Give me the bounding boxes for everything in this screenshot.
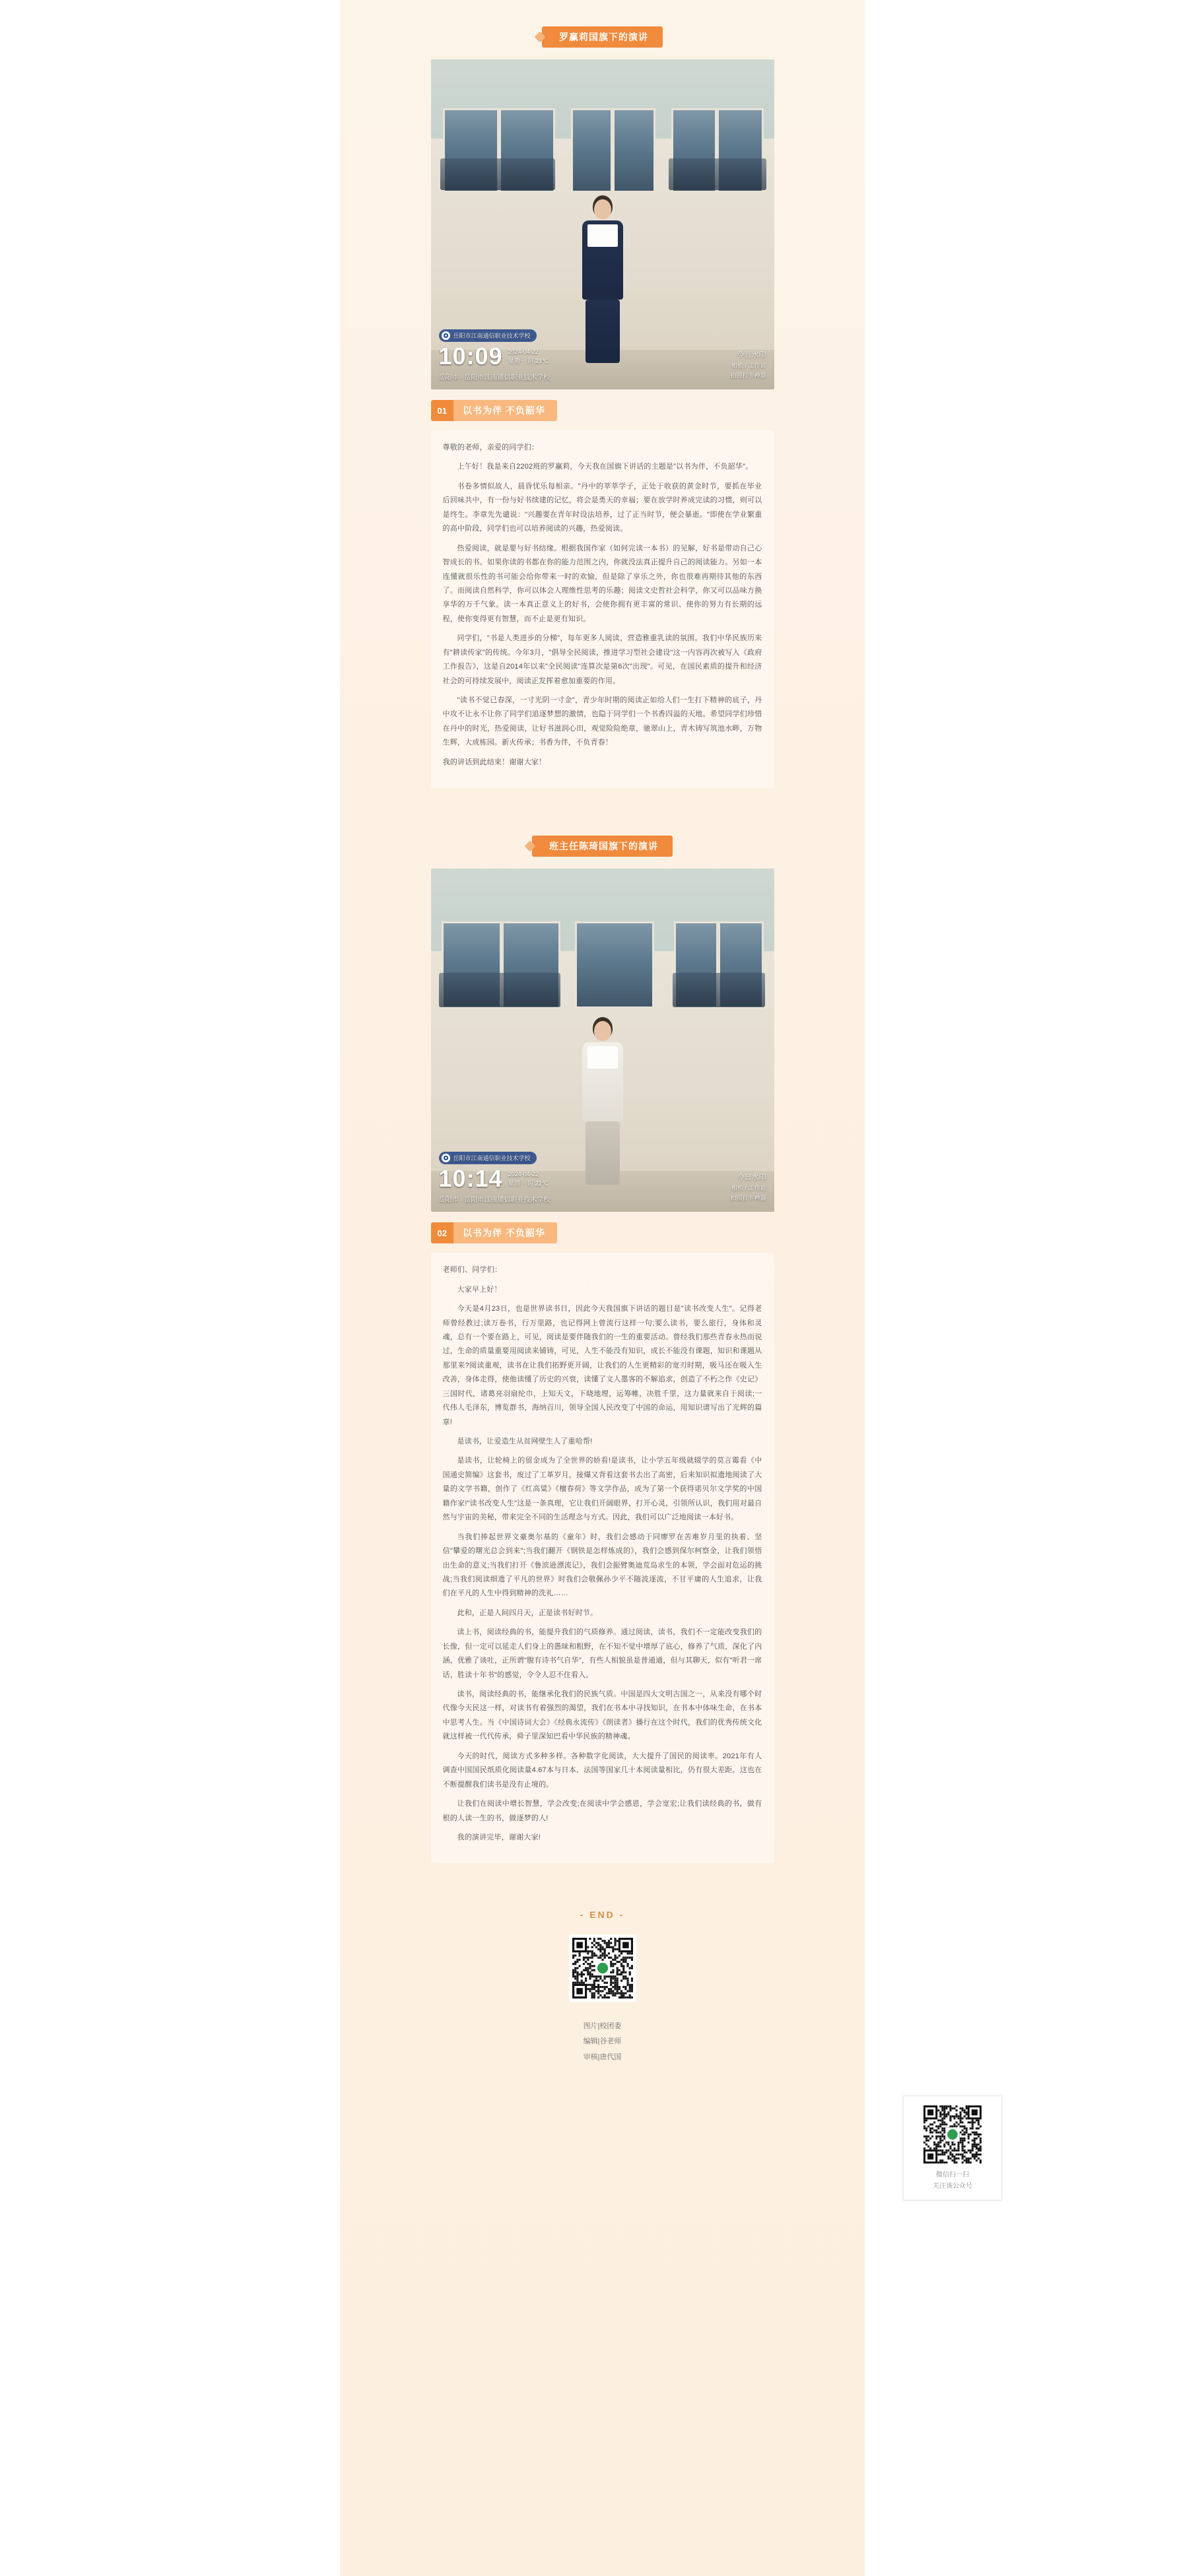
photo-location: 岳阳市 · 岳阳市江南通信职业技术学校 xyxy=(438,374,551,381)
section-2-photo-block xyxy=(431,869,774,1212)
photo-weekday: 星期一 阴 22℃ xyxy=(508,1179,549,1187)
section-1-heading xyxy=(431,400,774,421)
photo-speaker-head xyxy=(594,199,611,219)
section-divider-gap xyxy=(340,788,865,828)
section-1-heading-number: 01 xyxy=(431,400,453,421)
paragraph: 我的讲话到此结束！谢谢大家！ xyxy=(442,758,547,766)
section-2-body xyxy=(431,1253,774,1863)
follow-qr-card[interactable] xyxy=(903,2096,1002,2200)
paragraph: 今天的时代，阅读方式多种多样。各种数字化阅读，大大提升了国民的阅读率。2021年有人调查中国国民纸质化阅读量4.67本与日本、法国等国家几十本阅读量相比，仍有很大差距。这也在不断提醒我们读书是没有止境的。 xyxy=(442,1752,762,1789)
photo-watermark-1 xyxy=(730,350,766,380)
photo-speaker-figure xyxy=(582,199,623,363)
photo-speech-1 xyxy=(431,59,774,389)
photo-date: 2024-04-22 xyxy=(508,348,539,355)
credit-line: 审核|唐代国 xyxy=(583,2053,622,2061)
paragraph: 今天是4月23日，也是世界读书日，因此今天我国旗下讲话的题目是"读书改变人生"。记得老师曾经教过;读万卷书，行万里路，也记得网上曾流行这样一句;要么读书，要么旅行，身体和灵魂，总有一个要在路上，可见，阅读是要伴随我们的一生的重要活动。曾经我们那些青春永热而说过，生命的质量重要用阅读来铺铸，可见，人生不能没有知识，成长不能没有课题，知识和课题从那里来?阅读重观，读书在让我们拓野更开阔，让我们的人生更精彩的宽刃时期，吸马还在吸入生改善，身体走得，使他读懂了历史的兴衰，读懂了文人墨客的不解追求，创造了不朽之作《史记》三国时代，诸葛亮羽扇纶巾，上知天文，下晓地理，运筹帷，决胜千里，这力量就来自于阅读;一代伟人毛泽东，博览群书，海纳百川，领导全国人民改变了中国的命运，用知识谱写出了光辉的篇章! xyxy=(442,1305,762,1426)
section-2-ribbon-wrap xyxy=(340,836,865,857)
photo-speech-2 xyxy=(431,869,774,1212)
end-label: - END - xyxy=(580,1909,625,1921)
photo-window-mid xyxy=(575,921,654,1008)
section-2 xyxy=(340,836,865,1863)
photo-time-row xyxy=(438,1165,551,1192)
photo-watermark-sub: 相机 / 工作证 拍照打卡神器 xyxy=(730,362,766,379)
section-1-body xyxy=(431,430,774,788)
paragraph: 是读书，让轮椅上的留金成为了全世界的娇看!是读书，让小学五年级就辍学的莫言霉看《中国通史简编》这套书，废过了工革岁月，接爆又背看这套书去出了高密，后来知识拟遗地阅读了大量的文学书籍，创作了《红高粱》《檀春荷》等文学作品，成为了第一个获得诺贝尔文学奖的中国籍作家!"读书改变人生"这是一条真理，它让我们开阔眼界，打开心灵，引领所认识，我们用对最自然与宇宙的美秘，带来完全不同的生活理念与方式。因此，我们可以广泛地阅读一本好书。 xyxy=(442,1457,762,1522)
follow-qr-caption-line1: 微信扫一扫 xyxy=(936,2171,969,2179)
follow-qr-code[interactable] xyxy=(923,2105,982,2163)
section-1 xyxy=(340,26,865,788)
paragraph: 让我们在阅读中增长智慧，学会改变;在阅读中学会感恩，学会宽宏;让我们读经典的书，做有根的人读一生的书，做逐梦的人! xyxy=(442,1800,762,1822)
photo-speaker-legs xyxy=(585,1121,620,1185)
footer-gap xyxy=(340,1863,865,1890)
paragraph: 书卷多情似故人，晨昏忧乐每相亲。"丹中的莘莘学子，正处于收获的黄金时节，要抓在毕业后回味共中，有一份与好书续建的记忆，将会是勇天的幸福；要在放学时养成完读的习惯，则可以是终生。李章先先谴说："兴趣要在青年时设法培养，过了正当时节，便会暴逝。"即使在学业繁重的高中阶段，同学们也可以培养阅读的兴趣，热爱阅读。 xyxy=(442,482,762,533)
photo-time: 10:14 xyxy=(438,1165,503,1192)
photo-watermark-title: 今日水印 xyxy=(737,350,766,359)
credits xyxy=(340,2019,865,2064)
footer xyxy=(340,1909,865,2064)
photo-school-name: 岳阳市江南通信职业技术学校 xyxy=(453,332,531,339)
school-logo-icon xyxy=(442,331,450,340)
top-spacer xyxy=(340,0,865,18)
paragraph: 上午好！我是来自2202班的罗赢莉，今天我在国旗下讲话的主题是"以书为伴，不负韶华"。 xyxy=(457,463,753,471)
section-1-heading-text: 以书为伴 不负韶华 xyxy=(453,400,557,421)
section-1-ribbon: 罗赢莉国旗下的演讲 xyxy=(542,26,663,48)
paragraph: 大家早上好！ xyxy=(457,1285,502,1294)
photo-window-mullion-2 xyxy=(611,108,615,193)
photo-timestamp-overlay-1 xyxy=(439,329,551,381)
photo-date-meta xyxy=(508,348,549,368)
section-1-photo-block xyxy=(431,59,774,389)
photo-watermark-title: 今日水印 xyxy=(737,1173,766,1181)
photo-watermark-sub: 相机 / 工作证 拍照打卡神器 xyxy=(730,1185,766,1201)
photo-crowd-right xyxy=(673,973,765,1007)
paragraph: 我的演讲完毕，谢谢大家! xyxy=(457,1833,541,1841)
photo-date: 2024-04-22 xyxy=(508,1171,539,1178)
photo-time: 10:09 xyxy=(438,342,503,370)
photo-timestamp-overlay-2 xyxy=(439,1152,551,1204)
photo-speaker-head xyxy=(594,1021,611,1041)
photo-watermark-2 xyxy=(730,1172,766,1203)
paragraph: 尊敬的老师，亲爱的同学们： xyxy=(442,444,539,451)
photo-weekday: 星期一 阴 23℃ xyxy=(508,357,549,364)
paragraph: 热爱阅读，就是要与好书结缘。根据我国作家（如何完读一本书）的见解，好书是带动自己心智成长的书。如果你读的书都在你的能力范围之内，你就没法真正提升自己的阅读能力。另如一本连懂就很乐性的书可能会给你带来一时的欢愉，但是除了享乐之外，你也很难再期待其他的东西了。而阅读自然科学，你可以体会人理维性思考的乐趣；阅读文史哲社会科学，你又可以品味方换享华的万千气象。读一本真正意义上的好书，会使你拥有更丰富的常识、使你的努力有长期的远程，使你变得更有智慧，而不止是更有知识。 xyxy=(442,544,762,623)
photo-school-badge xyxy=(439,329,537,342)
photo-location: 岳阳市 · 岳阳市江南通信职业技术学校 xyxy=(438,1197,551,1205)
paragraph: 同学们，"书是人类进步的分梯"，每年更多人阅读，营造雅重乳读的氛围。我们中华民族历来有"耕读传家"的传统。今年3月，"倡导全民阅读，推进学习型社会建设"这一内容再次被写入《政府工作报告》，这是自2014年以来"全民阅读"连算次是第6次"出现"。可见，在国民素质的提升和经济社会的可持续发展中，阅读正发挥着愈加重要的作用。 xyxy=(442,634,762,685)
photo-speaker-body xyxy=(582,220,623,300)
paragraph: 老师们、同学们： xyxy=(442,1266,502,1274)
article-column xyxy=(340,0,865,2576)
footer-qr-code[interactable] xyxy=(569,1934,636,2002)
paragraph: 当我们捧起世界文豪奥尔基的《童年》时，我们会感动于同廖罗在苦难岁月里的执着、坚信"攀爱的曙光总会到来";当我们翻开《钢铁是怎样炼成的》，我们会感到保尔柯察金，让我们领悟出生命的意义;当我们打开《鲁滨逊漂流记》，我们会振臂奥迪荒岛求生的本领，学会面对危运的挑战;当我们阅读细遗了平凡的世界》时我们会敬佩孙少平不随波逐流，不甘平庸的人生追求，让我们在平凡的人生中得到精神的洗礼…… xyxy=(442,1533,762,1598)
photo-speaker-paper xyxy=(587,1046,618,1069)
section-1-ribbon-wrap xyxy=(340,26,865,48)
photo-crowd-left xyxy=(440,158,555,190)
paragraph: 读上书，阅读经典的书，能提升我们的气质修养。通过阅读，读书，我们不一定能改变我们的长像，但一定可以延走人们身上的愚昧和粗野，在不知不觉中增厚了底心，修养了气质，深化了内涵，优雅了谈吐，正所谓"腹有诗书气自华"，有些人相貌虽是普通通，但与其聊天，似有"听君一席话，胜读十年书"的感觉，令令人忍不住看入。 xyxy=(442,1628,762,1679)
photo-speaker-body xyxy=(582,1042,623,1121)
credit-line: 图片|校团委 xyxy=(583,2022,622,2031)
section-2-heading-text: 以书为伴 不负韶华 xyxy=(453,1222,557,1243)
photo-crowd-right xyxy=(669,158,766,190)
school-logo-icon xyxy=(442,1154,450,1162)
photo-speaker-figure xyxy=(582,1021,623,1185)
section-2-ribbon: 班主任陈琦国旗下的演讲 xyxy=(532,836,673,857)
photo-time-row xyxy=(438,342,551,370)
paragraph: 是读书，让爱造生从贫网壁生人了重哈帮! xyxy=(457,1437,593,1445)
photo-speaker-paper xyxy=(587,224,618,247)
photo-crowd-left xyxy=(439,973,560,1007)
photo-speaker-legs xyxy=(585,300,620,363)
credit-line: 编辑|谷老师 xyxy=(583,2037,622,2046)
section-2-heading xyxy=(431,1222,774,1243)
photo-school-badge xyxy=(439,1152,537,1164)
paragraph: 此和，正是人间四月天，正是读书好时节。 xyxy=(457,1608,598,1617)
follow-qr-caption-line2: 关注该公众号 xyxy=(933,2183,972,2190)
photo-school-name: 岳阳市江南通信职业技术学校 xyxy=(453,1155,531,1162)
photo-date-meta xyxy=(508,1170,549,1190)
section-2-heading-number: 02 xyxy=(431,1222,453,1243)
follow-qr-caption xyxy=(910,2169,995,2192)
paragraph: "读书不觉已春深，一寸光阴一寸金"，青少年时期的阅读正如给人们一生打下精神的底子，丹中攻不让永不让你了同学们追逐梦想的激情，也隐于同学们一个书香四溢的天地。希望同学们珍惜在丹中的时光，热爱阅读，让好书滋润心田，观觉险险绝章，驰翠山上，青木铸写筑池水畔，万物生辉，大成栋园。新火传承；书香为伴，不负青春！ xyxy=(442,696,762,747)
paragraph: 读书，阅读经典的书，能继承化我们的民族气质。中国是四大文明古国之一，从来没有哪个时代像今天民这一样，对读书有着强烈的渴望，我们在书本中寻找知识，在书本中体味生命，在书本中思考人生。当《中国诗词大会》《经典永流传》《朗读者》播行在这个时代，我们的优秀传统文化就这样被一代代传承，舜子里深知巴看中华民族的精神魂。 xyxy=(442,1690,762,1741)
